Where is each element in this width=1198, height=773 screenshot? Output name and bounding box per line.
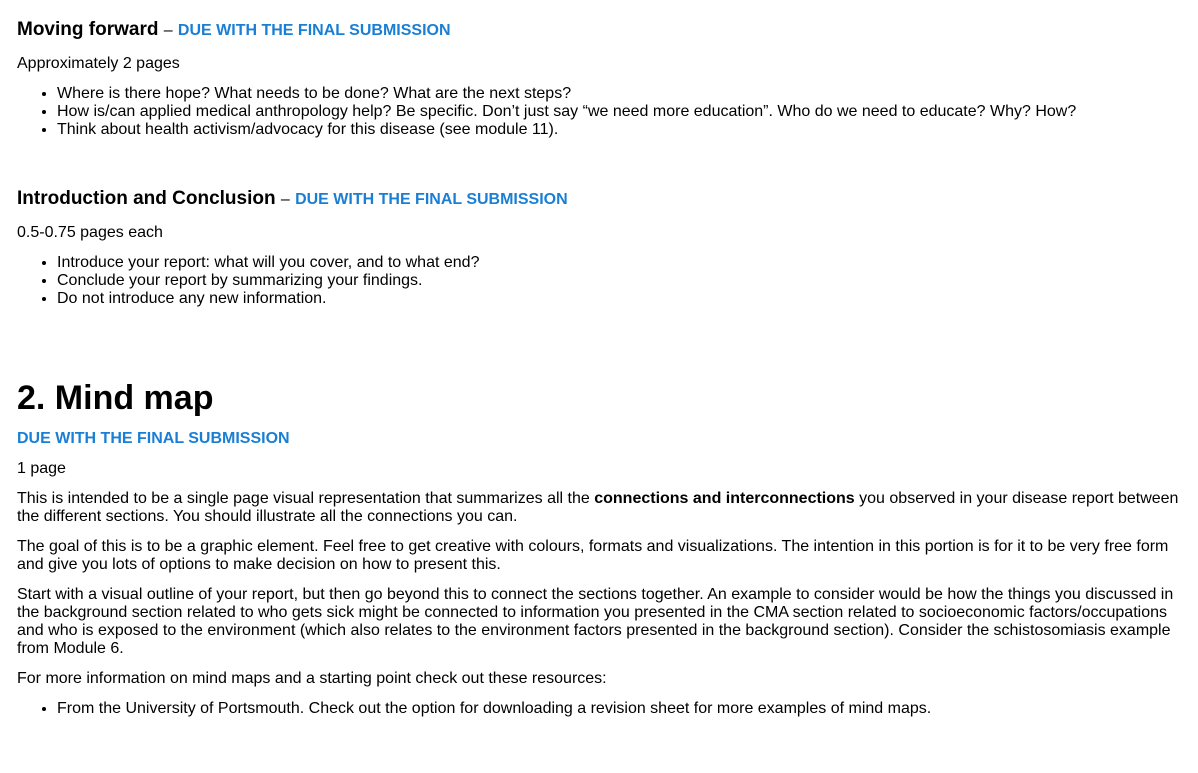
bullet-list: [17, 254, 1181, 308]
title-dash: –: [280, 191, 290, 208]
section-mind-map: [17, 378, 1181, 718]
list-item: • From the University of Portsmouth. Check out the option for downloading a revision sheet for more examples of mind maps.: [57, 700, 1181, 718]
list-item: • Where is there hope? What needs to be done? What are the next steps?: [57, 85, 1181, 103]
title-dash: –: [163, 22, 173, 39]
length-text: 0.5-0.75 pages each: [17, 224, 163, 241]
list-item: • How is/can applied medical anthropology help? Be specific. Don’t just say “we need more education”. Who do we need to educate? Why? How?: [57, 103, 1181, 121]
paragraph-bold-text: connections and interconnections: [594, 490, 855, 507]
list-item: • Do not introduce any new information.: [57, 290, 1181, 308]
due-label: DUE WITH THE FINAL SUBMISSION: [295, 191, 568, 208]
section-introduction-conclusion: [17, 187, 1181, 308]
section-heading: [17, 18, 1181, 43]
paragraph-text: This is intended to be a single page visual representation that summarizes all the: [17, 490, 595, 507]
paragraph-text: you observed in your disease report between the different sections. You should illustrate all the connections you can.: [17, 490, 1179, 525]
section-moving-forward: [17, 18, 1181, 139]
section-heading-large: 2. Mind map: [17, 379, 214, 417]
resource-list: [17, 700, 1181, 718]
due-label: DUE WITH THE FINAL SUBMISSION: [17, 430, 290, 447]
paragraph-outline: Start with a visual outline of your report, but then go beyond this to connect the sections together. An example to consider would be how the things you discussed in the background section related to who gets sick might be connected to information you presented in the CMA section related to socioeconomic factors/occupations and who is exposed to the environment (which also relates to the environment factors presented in the background section). Consider the schistosomiasis example from Module 6.: [17, 586, 1174, 657]
list-item: • Introduce your report: what will you cover, and to what end?: [57, 254, 1181, 272]
section-title: Introduction and Conclusion: [17, 188, 276, 209]
list-item: • Conclude your report by summarizing your findings.: [57, 272, 1181, 290]
bullet-list: [17, 85, 1181, 139]
list-item: • Think about health activism/advocacy for this disease (see module 11).: [57, 121, 1181, 139]
paragraph-goal: The goal of this is to be a graphic element. Feel free to get creative with colours, formats and visualizations. The intention in this portion is for it to be very free form and give you lots of options to make decision on how to present this.: [17, 538, 1169, 573]
due-label: DUE WITH THE FINAL SUBMISSION: [177, 22, 451, 39]
paragraph-intro: [17, 490, 1181, 526]
length-text: 1 page: [17, 460, 66, 477]
length-text: Approximately 2 pages: [17, 55, 180, 72]
section-title: Moving forward: [17, 19, 159, 40]
paragraph-resources: For more information on mind maps and a starting point check out these resources:: [17, 670, 607, 687]
section-heading: [17, 187, 1181, 212]
